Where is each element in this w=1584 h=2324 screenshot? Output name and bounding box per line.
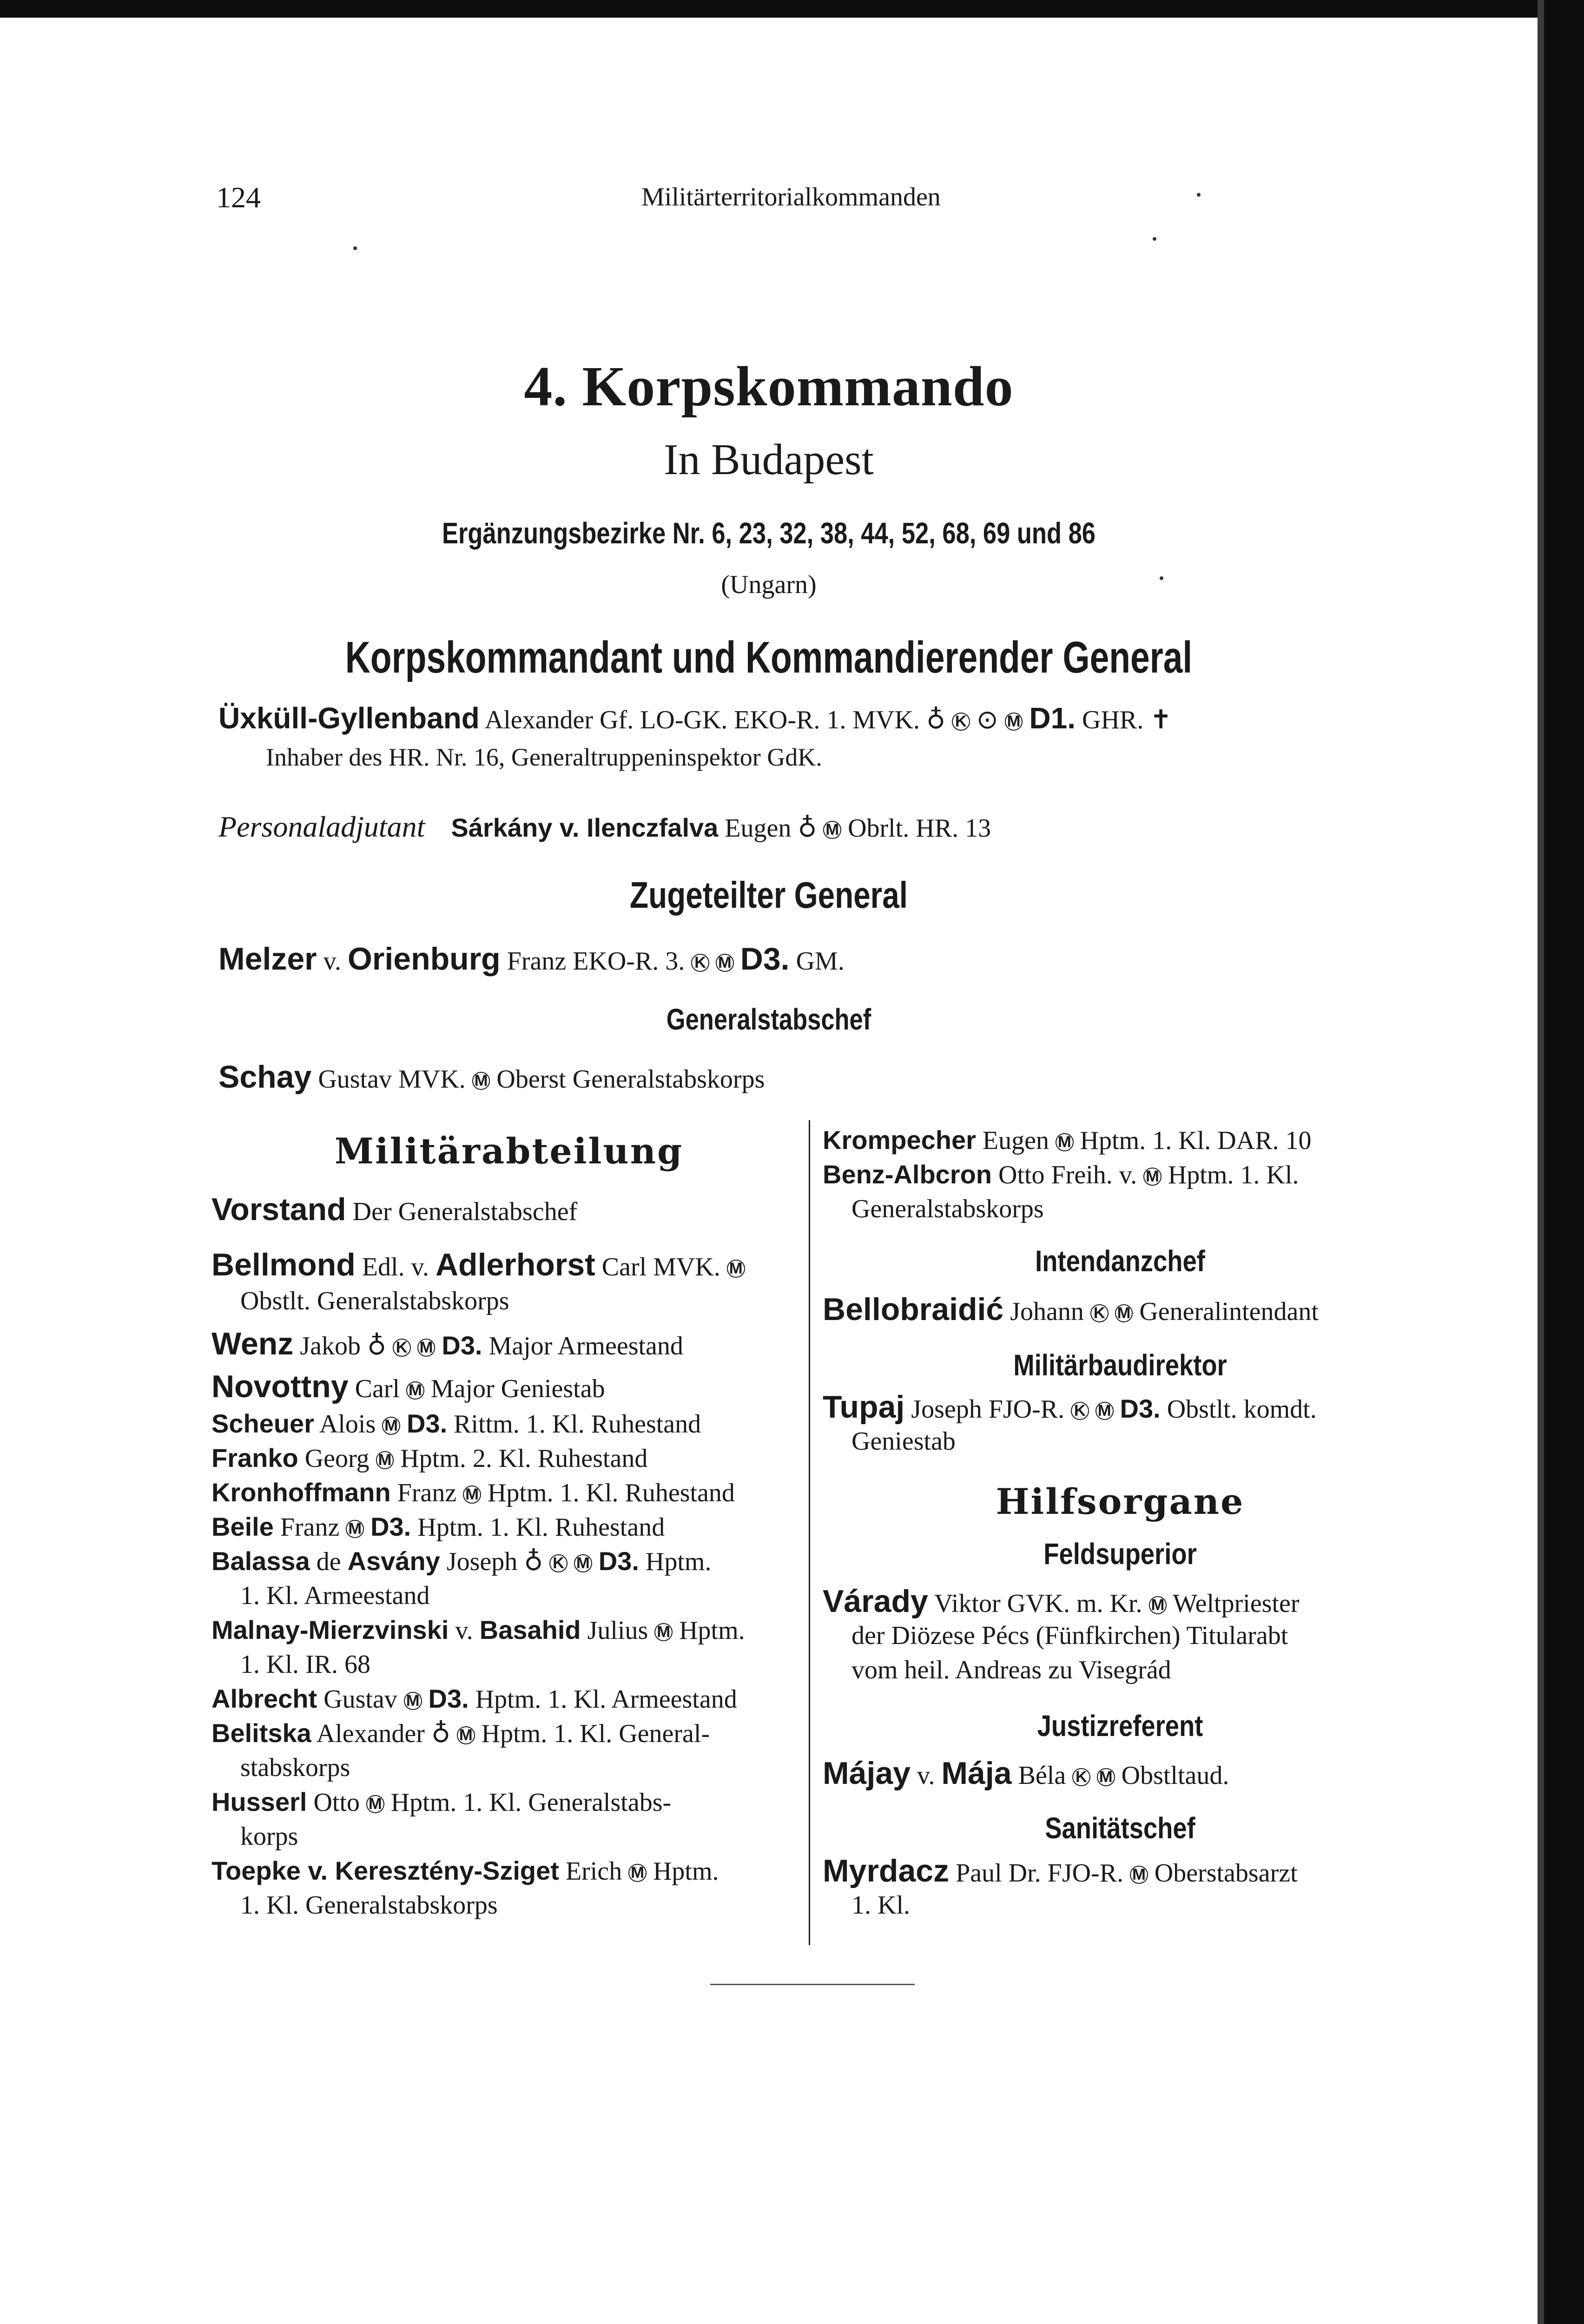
list-item: [823, 1756, 1418, 1793]
entry-name: Krompecher: [823, 1125, 976, 1155]
commander-detail: Inhaber des HR. Nr. 16, Generaltruppeninspektor GdK.: [266, 743, 822, 771]
m-badge-icon: M: [404, 1692, 422, 1710]
entry-rank: Hptm.: [679, 1616, 745, 1645]
entry-given: Carl: [355, 1374, 400, 1403]
medal-cross-icon: ♁: [367, 1331, 386, 1361]
entry-given: Julius: [587, 1616, 648, 1645]
k-badge-icon: K: [1090, 1304, 1109, 1322]
list-item: [211, 1785, 806, 1820]
entry-d-class: D3.: [428, 1684, 469, 1713]
entry-given: Franz: [397, 1479, 457, 1507]
scan-border-edge: [1538, 0, 1544, 2324]
entry-titles: Viktor GVK. m. Kr.: [934, 1589, 1142, 1618]
entry-given: Otto: [313, 1788, 360, 1817]
m-badge-icon: M: [417, 1339, 436, 1357]
m-badge-icon: M: [463, 1486, 481, 1504]
medal-cross-icon: ♁: [798, 813, 817, 843]
adjutant-label: Personaladjutant: [218, 810, 425, 843]
scan-border-right: [1538, 0, 1584, 2324]
m-badge-icon: M: [823, 821, 841, 839]
commander-name: Üxküll-Gyllenband: [218, 701, 480, 735]
running-head: Militärterritorialkommanden: [641, 183, 941, 211]
entry-rank: Hptm. 1. Kl. DAR. 10: [1080, 1126, 1312, 1155]
entry-name: Scheuer: [211, 1409, 314, 1438]
k-badge-icon: K: [691, 954, 709, 972]
k-badge-icon: K: [1071, 1402, 1089, 1420]
k-badge-icon: K: [952, 713, 970, 731]
entry-name: Asvány: [347, 1546, 440, 1576]
melzer-entry: [218, 941, 845, 977]
entry-titles: Joseph FJO-R.: [911, 1395, 1065, 1424]
cross-icon: ✝: [1150, 705, 1172, 735]
scan-speck: [353, 246, 357, 250]
m-badge-icon: M: [1096, 1402, 1114, 1420]
list-item-continuation: 1. Kl.: [851, 1891, 910, 1920]
scan-border-top: [0, 0, 1584, 18]
entry-rank: Hptm. 1. Kl. Generalstabs-: [390, 1788, 672, 1817]
schay-entry: [218, 1059, 765, 1095]
list-item: [211, 1716, 806, 1751]
entry-rank: Hptm. 1. Kl. Armeestand: [475, 1685, 737, 1714]
region-line: (Ungarn): [721, 570, 817, 599]
circle-dot-icon: ⊙: [976, 705, 998, 735]
entry-d-class: D3.: [598, 1546, 639, 1576]
medal-cross-icon: ♁: [524, 1546, 543, 1577]
entry-rank: Hptm. 1. Kl. Ruhestand: [417, 1513, 665, 1542]
entry-rank: Obstlt. komdt.: [1167, 1395, 1317, 1424]
entry-rank: Rittm. 1. Kl. Ruhestand: [454, 1410, 701, 1439]
entry-name: Beile: [211, 1512, 274, 1541]
entry-given: Otto Freih. v.: [998, 1161, 1137, 1189]
entry-rank: Major Armeestand: [488, 1332, 683, 1360]
list-item-continuation: 1. Kl. Generalstabskorps: [240, 1891, 498, 1920]
list-item: [211, 1613, 806, 1648]
list-item: [211, 1510, 806, 1545]
zugeteilter-heading: Zugeteilter General: [630, 874, 908, 916]
melzer-name-2: Orienburg: [348, 941, 501, 977]
entry-rank: Oberstabsarzt: [1154, 1859, 1298, 1888]
entry-rank: Hptm. 2. Kl. Ruhestand: [400, 1444, 648, 1473]
m-badge-icon: M: [1056, 1133, 1074, 1151]
entry-rank: Hptm. 1. Kl. General-: [481, 1719, 710, 1748]
commander-rank: GHR.: [1082, 706, 1144, 734]
m-badge-icon: M: [366, 1795, 384, 1813]
entry-d-class: D3.: [442, 1331, 482, 1360]
entry-rank: Generalintendant: [1139, 1297, 1319, 1326]
entry-rank: Hptm.: [645, 1547, 712, 1576]
vorstand-text: Der Generalstabschef: [352, 1197, 578, 1226]
intendanzchef-heading: Intendanzchef: [1035, 1244, 1205, 1278]
list-item: [823, 1854, 1418, 1890]
entry-given: Franz: [280, 1513, 340, 1542]
entry-name: Májay: [823, 1756, 911, 1791]
schay-titles: Gustav MVK.: [318, 1065, 466, 1094]
entry-name: Novottny: [211, 1369, 349, 1404]
k-badge-icon: K: [549, 1554, 568, 1572]
entry-name: Basahid: [479, 1615, 581, 1644]
list-item: [211, 1406, 806, 1441]
commander-heading: Korpskommandant und Kommandierender General: [345, 633, 1193, 682]
m-badge-icon: M: [1005, 713, 1023, 731]
entry-particle: de: [316, 1547, 341, 1576]
m-badge-icon: M: [1130, 1866, 1148, 1884]
entry-particle: v.: [455, 1616, 473, 1645]
commander-titles: Alexander Gf. LO-GK. EKO-R. 1. MVK.: [484, 706, 920, 734]
feldsuperior-heading: Feldsuperior: [1043, 1537, 1197, 1571]
medal-cross-icon: ♁: [431, 1718, 450, 1749]
list-item-continuation: 1. Kl. IR. 68: [240, 1650, 370, 1679]
scan-speck: [1197, 193, 1201, 197]
list-item: [211, 1327, 806, 1363]
footer-rule: [710, 1984, 915, 1985]
entry-given: Erich: [565, 1857, 622, 1886]
m-badge-icon: M: [346, 1520, 364, 1538]
m-badge-icon: M: [457, 1726, 475, 1744]
entry-name: Malnay-Mierzvinski: [211, 1615, 449, 1644]
entry-rank: Weltpriester: [1173, 1589, 1300, 1618]
adjutant-name: Sárkány v. Ilenczfalva: [451, 813, 719, 842]
list-item: [823, 1123, 1418, 1158]
k-badge-icon: K: [393, 1339, 411, 1357]
vorstand-label: Vorstand: [211, 1192, 346, 1227]
entry-name: Myrdacz: [823, 1853, 950, 1888]
melzer-name: Melzer: [218, 941, 317, 977]
m-badge-icon: M: [574, 1554, 592, 1572]
militaerabteilung-heading: Militärabteilung: [334, 1130, 684, 1172]
entry-given: Alois: [319, 1410, 376, 1439]
entry-name: Kronhoffmann: [211, 1478, 391, 1507]
entry-rank: Major Geniestab: [430, 1374, 605, 1403]
m-badge-icon: M: [628, 1864, 647, 1882]
m-badge-icon: M: [406, 1381, 424, 1400]
page-number: 124: [216, 181, 261, 214]
entry-rank: Hptm. 1. Kl. Ruhestand: [487, 1479, 735, 1507]
list-item: [823, 1292, 1418, 1329]
entry-name: Husserl: [211, 1787, 307, 1816]
scan-speck: [1153, 237, 1156, 241]
entry-particle: v.: [917, 1761, 935, 1790]
list-item: [211, 1369, 806, 1406]
list-item-continuation: korps: [240, 1822, 298, 1851]
entry-d-class: D3.: [370, 1512, 411, 1541]
commander-entry: [218, 701, 1172, 735]
m-badge-icon: M: [1149, 1596, 1167, 1614]
medal-cross-icon: ♁: [926, 705, 946, 735]
m-badge-icon: M: [1115, 1304, 1133, 1322]
justizreferent-heading: Justizreferent: [1037, 1709, 1203, 1743]
entry-given: Johann: [1010, 1297, 1084, 1326]
entry-name: Wenz: [211, 1326, 294, 1361]
entry-name: Albrecht: [211, 1684, 317, 1713]
k-badge-icon: K: [1072, 1768, 1090, 1786]
entry-rank: Hptm. 1. Kl.: [1168, 1161, 1299, 1189]
entry-name: Bellmond: [211, 1247, 356, 1282]
list-item-continuation: stabskorps: [240, 1753, 350, 1782]
m-badge-icon: M: [1097, 1768, 1115, 1786]
entry-titles: Paul Dr. FJO-R.: [956, 1859, 1124, 1888]
list-item-continuation: vom heil. Andreas zu Visegrád: [851, 1656, 1171, 1684]
melzer-rank: GM.: [796, 947, 845, 976]
entry-rank: Hptm.: [653, 1857, 719, 1886]
list-item: [211, 1192, 806, 1229]
m-badge-icon: M: [472, 1072, 490, 1090]
list-item: [823, 1390, 1418, 1426]
entry-name: Tupaj: [823, 1389, 905, 1425]
list-item-continuation: der Diözese Pécs (Fünfkirchen) Titularabt: [851, 1621, 1288, 1650]
entry-name: Mája: [941, 1756, 1012, 1791]
entry-name: Benz-Albcron: [823, 1160, 992, 1189]
generalstabschef-heading: Generalstabschef: [666, 1003, 871, 1036]
m-badge-icon: M: [716, 954, 734, 972]
list-item-continuation: Generalstabskorps: [851, 1195, 1044, 1223]
list-item: [823, 1584, 1418, 1621]
list-item: [211, 1544, 806, 1579]
schay-name: Schay: [218, 1059, 312, 1095]
list-item: [211, 1854, 806, 1888]
entry-name: Bellobraidić: [823, 1292, 1004, 1327]
page-subtitle: In Budapest: [664, 436, 874, 484]
m-badge-icon: M: [382, 1417, 400, 1435]
entry-titles: Carl MVK.: [601, 1253, 720, 1281]
list-item: [211, 1441, 806, 1476]
entry-given: Gustav: [323, 1685, 397, 1714]
entry-given: Georg: [304, 1444, 370, 1473]
entry-given: Joseph: [446, 1547, 518, 1576]
entry-name: Várady: [823, 1584, 928, 1619]
m-badge-icon: M: [1143, 1168, 1162, 1186]
list-item-continuation: Obstlt. Generalstabskorps: [240, 1287, 509, 1315]
m-badge-icon: M: [654, 1623, 673, 1641]
list-item-continuation: 1. Kl. Armeestand: [240, 1581, 430, 1610]
districts-line: Ergänzungsbezirke Nr. 6, 23, 32, 38, 44, 52, 68, 69 und 86: [442, 516, 1096, 550]
list-item: [211, 1248, 806, 1284]
entry-name: Franko: [211, 1443, 298, 1472]
melzer-titles: Franz EKO-R. 3.: [507, 947, 685, 976]
entry-d-class: D3.: [407, 1409, 448, 1438]
entry-given: Alexander: [316, 1719, 425, 1748]
entry-name: Adlerhorst: [435, 1247, 595, 1282]
melzer-d-class: D3.: [740, 941, 790, 977]
entry-given: Eugen: [982, 1126, 1049, 1155]
m-badge-icon: M: [727, 1260, 745, 1278]
list-item-continuation: Geniestab: [851, 1427, 956, 1456]
adjutant-rank: Obrlt. HR. 13: [848, 814, 991, 843]
entry-particle: Edl. v.: [362, 1253, 429, 1281]
adjutant-given: Eugen: [725, 814, 792, 843]
entry-given: Jakob: [300, 1332, 361, 1360]
entry-name: Belitska: [211, 1718, 311, 1748]
sanitaetschef-heading: Sanitätschef: [1045, 1811, 1195, 1845]
m-badge-icon: M: [376, 1451, 394, 1469]
entry-d-class: D3.: [1120, 1394, 1161, 1423]
list-item: [211, 1682, 806, 1717]
page-title: 4. Korpskommando: [524, 355, 1014, 418]
entry-given: Béla: [1018, 1761, 1066, 1790]
entry-name: Toepke v. Keresztény-Sziget: [211, 1856, 559, 1885]
list-item: [823, 1157, 1418, 1192]
entry-name: Balassa: [211, 1546, 310, 1576]
militaerbaudirektor-heading: Militärbaudirektor: [1013, 1348, 1227, 1382]
adjutant-entry: [218, 810, 991, 844]
entry-rank: Obstltaud.: [1121, 1761, 1229, 1790]
melzer-particle: v.: [323, 947, 342, 976]
list-item: [211, 1475, 806, 1510]
commander-d-class: D1.: [1029, 701, 1076, 735]
hilfsorgane-heading: Hilfsorgane: [996, 1481, 1245, 1522]
schay-rank: Oberst Generalstabskorps: [496, 1065, 765, 1094]
